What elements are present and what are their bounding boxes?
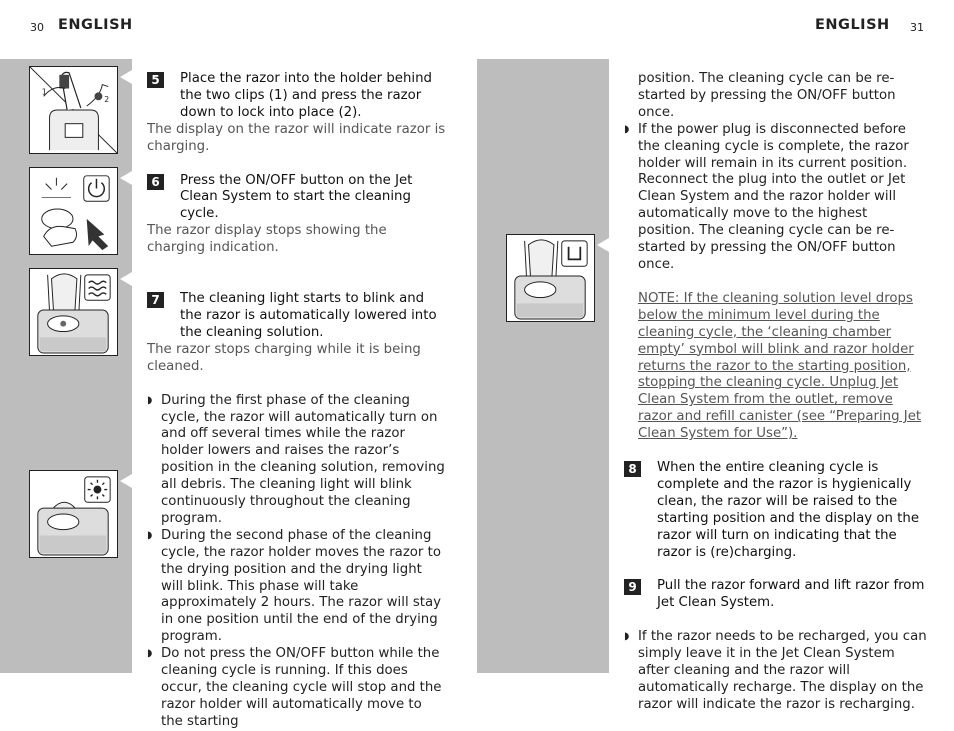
step-5-result: The display on the razor will indicate razor is charging. [147, 121, 446, 154]
figure-label-1: 1 [41, 87, 47, 97]
right-margin-bar [477, 59, 609, 673]
step-9-number: 9 [624, 579, 641, 595]
figure-pointer [597, 238, 609, 252]
figure-pointer [120, 171, 132, 185]
bullet-first-phase: ◗ During the first phase of the cleaning cycle, the razor will automatically turn on and off several times while the razor holder lowers and raises the razor’s position in the cleaning solution, removing all debris. The cleaning light will blink continuously throughout the cleaning program. [147, 393, 447, 528]
bullet-do-not-press: ◗ Do not press the ON/OFF button while the cleaning cycle is running. If this does occur, the cleaning cycle will stop and the razor holder will automatically move to the starting [147, 646, 447, 731]
step-5 [147, 71, 447, 122]
step-5-number: 5 [147, 72, 164, 88]
razor-placement-illustration [30, 67, 117, 153]
figure-place-razor [29, 66, 118, 154]
step-8-number: 8 [624, 461, 641, 477]
figure-drying [29, 470, 118, 558]
step-8-text: When the entire cleaning cycle is complete and the razor is hygienically clean, the razor will be raised to the starting position and the display on the razor will turn on indicating that the razor is (re)charging. [657, 460, 919, 560]
step-7 [147, 291, 447, 342]
step-6-result: The razor display stops showing the charging indication. [147, 223, 387, 256]
figure-label-2: 2 [104, 95, 110, 105]
step-8 [624, 460, 927, 561]
figure-pointer [120, 474, 132, 488]
press-button-illustration [30, 168, 117, 254]
chamber-empty-illustration [507, 235, 594, 321]
figure-chamber-empty [506, 234, 595, 322]
bullet-second-phase: ◗ During the second phase of the cleaning cycle, the razor holder moves the razor to the drying position and the drying light will blink. This phase will take approximately 2 hours. The razor will stay in one position until the end of the drying program. [147, 528, 447, 646]
page-number-left: 30 [30, 21, 44, 34]
step-7-result: The razor stops charging while it is being cleaned. [147, 341, 421, 374]
right-page-content [624, 71, 927, 714]
step-6-number: 6 [147, 174, 164, 190]
header-right: ENGLISH [815, 17, 890, 33]
bullet-recharge: ◗ If the razor needs to be recharged, you can simply leave it in the Jet Clean System after cleaning and the razor will automatically recharge. The display on the razor will indicate the razor is recharging. [624, 629, 927, 714]
note-cleaning-solution: NOTE: If the cleaning solution level drops below the minimum level during the cleaning cycle, the ‘cleaning chamber empty’ symbol will blink and razor holder returns the razor to the starting position, stopping the cleaning cycle. Unplug Jet Clean System from the outlet, remove razor and refill canister (see “Preparing Jet Clean System for Use”). [638, 290, 922, 442]
figure-press-button [29, 167, 118, 255]
header-left: ENGLISH [58, 17, 133, 33]
step-6 [147, 173, 447, 224]
figure-pointer [120, 272, 132, 286]
left-page-content [147, 71, 447, 731]
cleaning-illustration [30, 269, 117, 355]
continued-text: position. The cleaning cycle can be re-started by pressing the ON/OFF button once. [638, 71, 896, 120]
figure-cleaning [29, 268, 118, 356]
page-number-right: 31 [910, 21, 924, 34]
bullet-power-plug: ◗ If the power plug is disconnected before the cleaning cycle is complete, the razor holder will remain in its current position. Reconnect the plug into the outlet or Jet Clean System and the razor holder will automatically move to the highest position. The cleaning cycle can be re-started by pressing the ON/OFF button once. [624, 122, 927, 274]
step-7-text: The cleaning light starts to blink and the razor is automatically lowered into the cleaning solution. [180, 291, 437, 340]
step-7-number: 7 [147, 292, 164, 308]
step-9-text: Pull the razor forward and lift razor from Jet Clean System. [657, 578, 925, 611]
step-9 [624, 578, 927, 612]
drying-illustration [30, 471, 117, 557]
step-6-text: Press the ON/OFF button on the Jet Clean System to start the cleaning cycle. [180, 172, 413, 222]
step-5-text: Place the razor into the holder behind the two clips (1) and press the razor down to lock into place (2). [180, 71, 432, 120]
figure-pointer [120, 70, 132, 84]
left-bullet-list [147, 393, 447, 731]
